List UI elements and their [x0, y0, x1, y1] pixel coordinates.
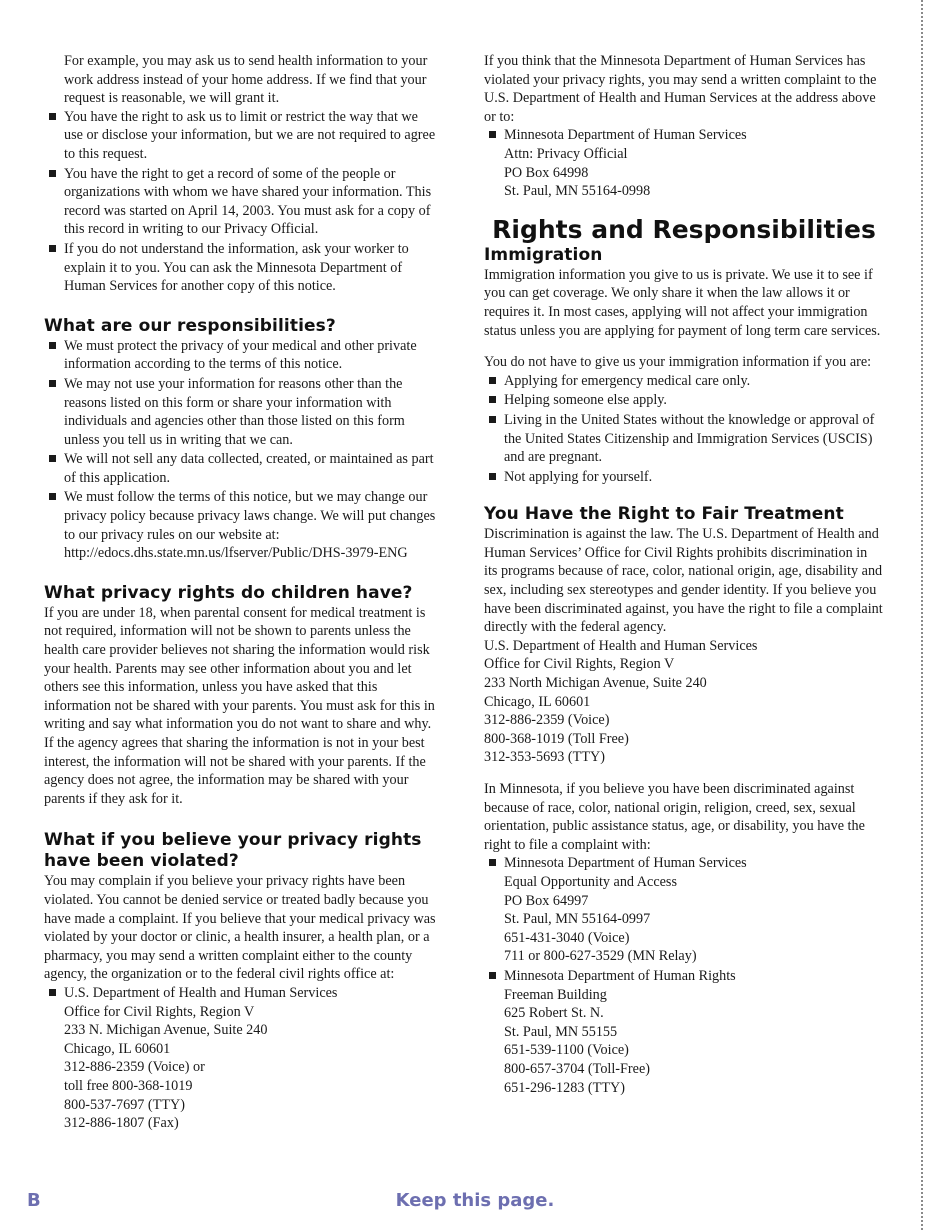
violated-heading: What if you believe your privacy rights have been violated?	[44, 830, 422, 872]
list-item: Not applying for yourself.	[484, 468, 884, 487]
address-line: Chicago, IL 60601	[64, 1040, 171, 1057]
fair-treatment-heading: You Have the Right to Fair Treatment	[484, 504, 844, 525]
phone-line: 651-296-1283 (TTY)	[504, 1079, 625, 1096]
square-bullet-icon	[489, 416, 496, 423]
list-item: We must protect the privacy of your medical and other private information according to the terms of this notice.	[44, 337, 440, 374]
phone-line: 800-657-3704 (Toll-Free)	[504, 1060, 650, 1077]
list-item: Helping someone else apply.	[484, 391, 884, 410]
address-line: Attn: Privacy Official	[504, 145, 628, 162]
phone-line: 800-537-7697 (TTY)	[64, 1096, 185, 1113]
phone-line: 800-368-1019 (Toll Free)	[484, 730, 629, 747]
address-line: Freeman Building	[504, 986, 607, 1003]
address-line: 233 N. Michigan Avenue, Suite 240	[64, 1022, 268, 1039]
ocr-address-list	[44, 984, 440, 1133]
phone-line: toll free 800-368-1019	[64, 1077, 193, 1094]
violated-paragraph: You may complain if you believe your privacy rights have been violated. You cannot be denied service or treated badly because you have made a complaint. If you believe that your medical privacy was violated by your doctor or clinic, a health insurer, a health plan, or a pharmacy, you may send a written complaint either to the county agency, the organization or to the federal civil rights office at:	[44, 873, 436, 983]
square-bullet-icon	[49, 455, 56, 462]
list-item	[484, 126, 884, 200]
address-line: 625 Robert St. N.	[504, 1005, 604, 1022]
square-bullet-icon	[49, 380, 56, 387]
keep-page-note: Keep this page.	[395, 1190, 555, 1211]
list-item: We will not sell any data collected, created, or maintained as part of this application.	[44, 450, 440, 487]
square-bullet-icon	[489, 377, 496, 384]
complaint-address-list	[484, 126, 884, 200]
address-line: U.S. Department of Health and Human Services	[64, 984, 338, 1001]
list-item: You have the right to get a record of some of the people or organizations with whom we have shared your information. This record was started on April 14, 2003. You must ask for a copy of this record in writing to our Privacy Official.	[44, 165, 440, 239]
phone-line: 651-539-1100 (Voice)	[504, 1042, 629, 1059]
phone-line: 651-431-3040 (Voice)	[504, 929, 630, 946]
square-bullet-icon	[489, 972, 496, 979]
immigration-heading: Immigration	[484, 244, 603, 265]
square-bullet-icon	[489, 473, 496, 480]
address-line: U.S. Department of Health and Human Services	[484, 637, 758, 654]
square-bullet-icon	[49, 342, 56, 349]
square-bullet-icon	[49, 493, 56, 500]
address-line: St. Paul, MN 55155	[504, 1023, 618, 1040]
immigration-paragraph: Immigration information you give to us is private. We use it to see if you can get coverage. We only share it when the law allows it or requires it. In most cases, applying will not affect your immigration status unless you are applying for payment of long term care services.	[484, 266, 881, 339]
phone-line: 312-353-5693 (TTY)	[484, 749, 605, 766]
square-bullet-icon	[49, 989, 56, 996]
list-item: Living in the United States without the knowledge or approval of the United States Citizenship and Immigration Services (USCIS) and are pregnant.	[484, 411, 884, 467]
minnesota-paragraph: In Minnesota, if you believe you have been discriminated against because of race, color, national origin, religion, creed, sex, sexual orientation, public assistance status, age, or disability, you have the right to file a complaint with:	[484, 781, 865, 853]
list-item: We must follow the terms of this notice, but we may change our privacy policy because privacy laws change. We will put changes to our privacy rules on our website at: http://edocs.dhs.state.mn.us/lfserver/Public/DHS-3979-ENG	[44, 488, 440, 562]
square-bullet-icon	[489, 859, 496, 866]
minnesota-address-list	[484, 854, 884, 1097]
immigration-paragraph-2: You do not have to give us your immigration information if you are:	[484, 354, 872, 371]
phone-line: 312-886-2359 (Voice)	[484, 712, 610, 729]
phone-line: 312-886-2359 (Voice) or	[64, 1059, 205, 1076]
list-item: Applying for emergency medical care only.	[484, 372, 884, 391]
responsibilities-list	[44, 337, 440, 563]
address-line: 233 North Michigan Avenue, Suite 240	[484, 675, 707, 692]
phone-line: 711 or 800-627-3529 (MN Relay)	[504, 948, 697, 965]
responsibilities-heading: What are our responsibilities?	[44, 315, 336, 336]
square-bullet-icon	[489, 131, 496, 138]
address-line: Office for Civil Rights, Region V	[64, 1003, 255, 1020]
perforation-line	[921, 0, 923, 1230]
address-line: PO Box 64998	[504, 164, 589, 181]
immigration-list	[484, 372, 884, 487]
address-line: St. Paul, MN 55164-0997	[504, 911, 651, 928]
children-heading: What privacy rights do children have?	[44, 582, 413, 603]
page-letter: B	[27, 1190, 41, 1211]
intro-paragraph: For example, you may ask us to send health information to your work address instead of your home address. If we find that your request is reasonable, we will grant it.	[64, 53, 428, 107]
phone-line: 312-886-1807 (Fax)	[64, 1115, 179, 1132]
square-bullet-icon	[49, 170, 56, 177]
address-line: St. Paul, MN 55164-0998	[504, 183, 651, 200]
list-item: We may not use your information for reasons other than the reasons listed on this form or share your information with individuals and agencies other than those listed on this form unless you tell us in writing that we can.	[44, 375, 440, 449]
complaint-paragraph: If you think that the Minnesota Department of Human Services has violated your privacy rights, you may send a written complaint to the U.S. Department of Health and Human Services at the address above or to:	[484, 53, 877, 125]
federal-address-block	[484, 637, 884, 767]
square-bullet-icon	[49, 245, 56, 252]
square-bullet-icon	[489, 396, 496, 403]
address-line: PO Box 64997	[504, 892, 589, 909]
address-line: Minnesota Department of Human Services	[504, 127, 747, 144]
list-item: You have the right to ask us to limit or restrict the way that we use or disclose your information, but we are not required to agree to this request.	[44, 108, 440, 164]
address-line: Equal Opportunity and Access	[504, 873, 677, 890]
fair-treatment-paragraph: Discrimination is against the law. The U.S. Department of Health and Human Services’ Office for Civil Rights prohibits discrimination in its programs because of race, color, national origin, age, disability and sex, including sex stereotypes and gender identity. If you believe you have been discriminated against, you have the right to file a complaint directly with the federal agency.	[484, 526, 883, 636]
right-column	[484, 52, 884, 1098]
list-item	[484, 967, 884, 1097]
address-line: Chicago, IL 60601	[484, 693, 591, 710]
address-line: Office for Civil Rights, Region V	[484, 656, 675, 673]
list-item	[44, 984, 440, 1133]
address-line: Minnesota Department of Human Rights	[504, 967, 736, 984]
page-title: Rights and Responsibilities	[492, 214, 876, 244]
list-item: If you do not understand the information, ask your worker to explain it to you. You can ask the Minnesota Department of Human Services for another copy of this notice.	[44, 240, 440, 296]
square-bullet-icon	[49, 113, 56, 120]
left-column	[44, 52, 440, 1134]
intro-bullet-list	[44, 108, 440, 296]
children-paragraph: If you are under 18, when parental consent for medical treatment is not required, information will not be shown to parents unless the health care provider believes not sharing the information would risk your health. Parents may see other information about you and let others see this information, unless you have asked that this information not be shared with your parents. You must ask for this in writing and say what information you do not want to share and why. If the agency agrees that sharing the information is not in your best interest, the information will not be shared with your parents. If the agency does not agree, the information may be shared with your parents if they ask for it.	[44, 604, 435, 807]
address-line: Minnesota Department of Human Services	[504, 855, 747, 872]
list-item	[484, 854, 884, 966]
